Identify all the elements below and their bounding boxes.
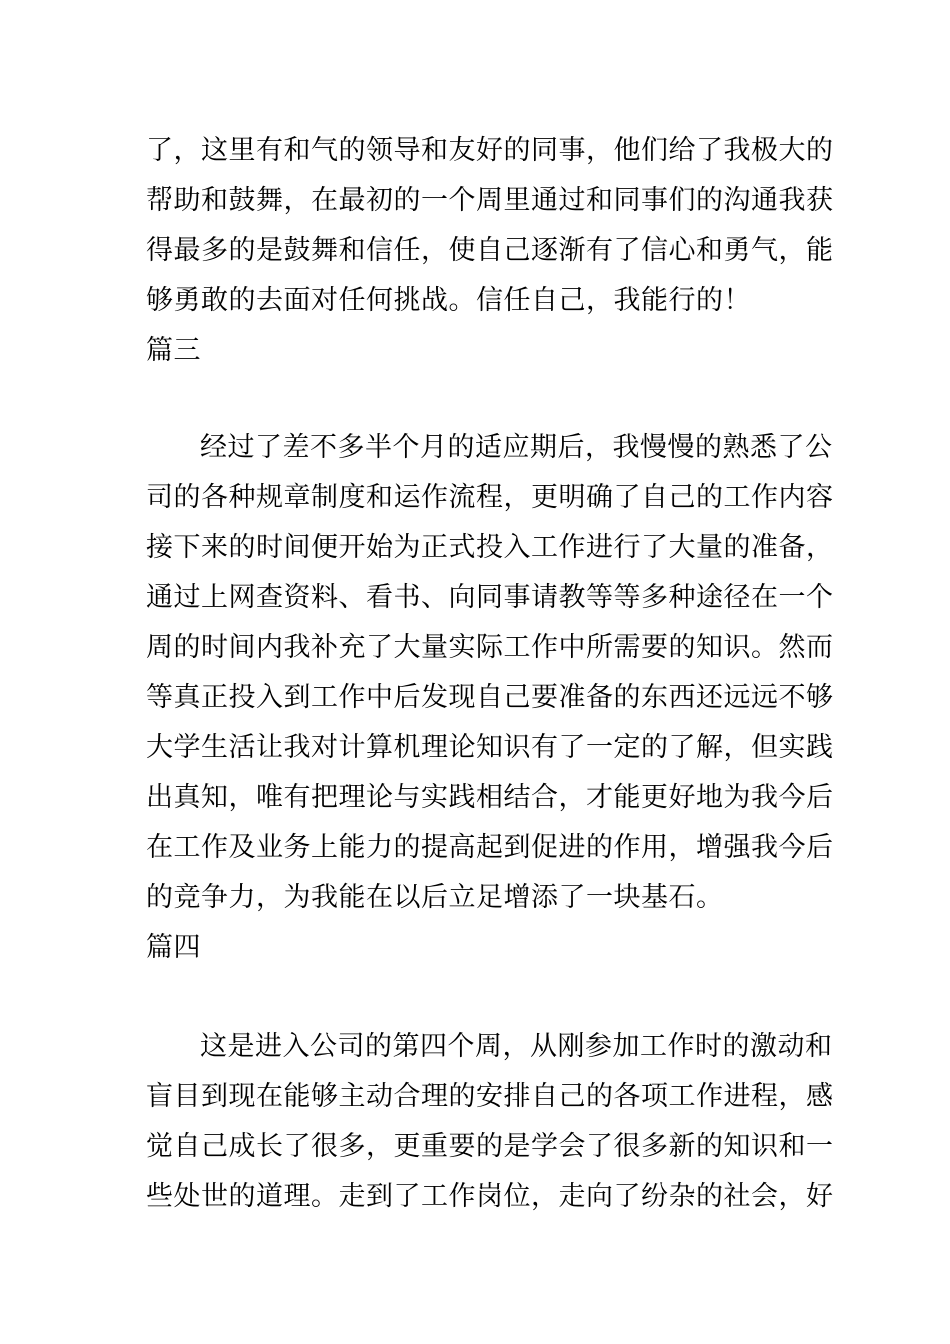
body-line: 些处世的道理。走到了工作岗位，走向了纷杂的社会，好: [146, 1181, 834, 1212]
body-line: 经过了差不多半个月的适应期后，我慢慢的熟悉了公: [200, 432, 833, 463]
body-line: 接下来的时间便开始为正式投入工作进行了大量的准备，: [146, 532, 834, 563]
body-line: 通过上网查资料、看书、向同事请教等等多种途径在一个: [146, 582, 834, 613]
section-heading: 篇四: [146, 932, 201, 963]
body-line: 司的各种规章制度和运作流程，更明确了自己的工作内容: [146, 482, 834, 513]
body-line: 等真正投入到工作中后发现自己要准备的东西还远远不够: [146, 682, 834, 713]
body-line: 帮助和鼓舞，在最初的一个周里通过和同事们的沟通我获: [146, 185, 834, 216]
body-line: 盲目到现在能够主动合理的安排自己的各项工作进程，感: [146, 1081, 834, 1112]
body-line: 得最多的是鼓舞和信任，使自己逐渐有了信心和勇气，能: [146, 235, 834, 266]
body-line: 了，这里有和气的领导和友好的同事，他们给了我极大的: [146, 135, 834, 166]
section-heading: 篇三: [146, 335, 201, 366]
body-line: 这是进入公司的第四个周，从刚参加工作时的激动和: [200, 1031, 833, 1062]
body-line: 周的时间内我补充了大量实际工作中所需要的知识。然而: [146, 632, 834, 663]
body-line: 够勇敢的去面对任何挑战。信任自己，我能行的！: [146, 285, 751, 316]
body-line: 觉自己成长了很多，更重要的是学会了很多新的知识和一: [146, 1131, 834, 1162]
body-line: 大学生活让我对计算机理论知识有了一定的了解，但实践: [146, 732, 834, 763]
body-line: 出真知，唯有把理论与实践相结合，才能更好地为我今后: [146, 782, 834, 813]
body-line: 的竞争力，为我能在以后立足增添了一块基石。: [146, 882, 724, 913]
body-line: 在工作及业务上能力的提高起到促进的作用，增强我今后: [146, 832, 834, 863]
